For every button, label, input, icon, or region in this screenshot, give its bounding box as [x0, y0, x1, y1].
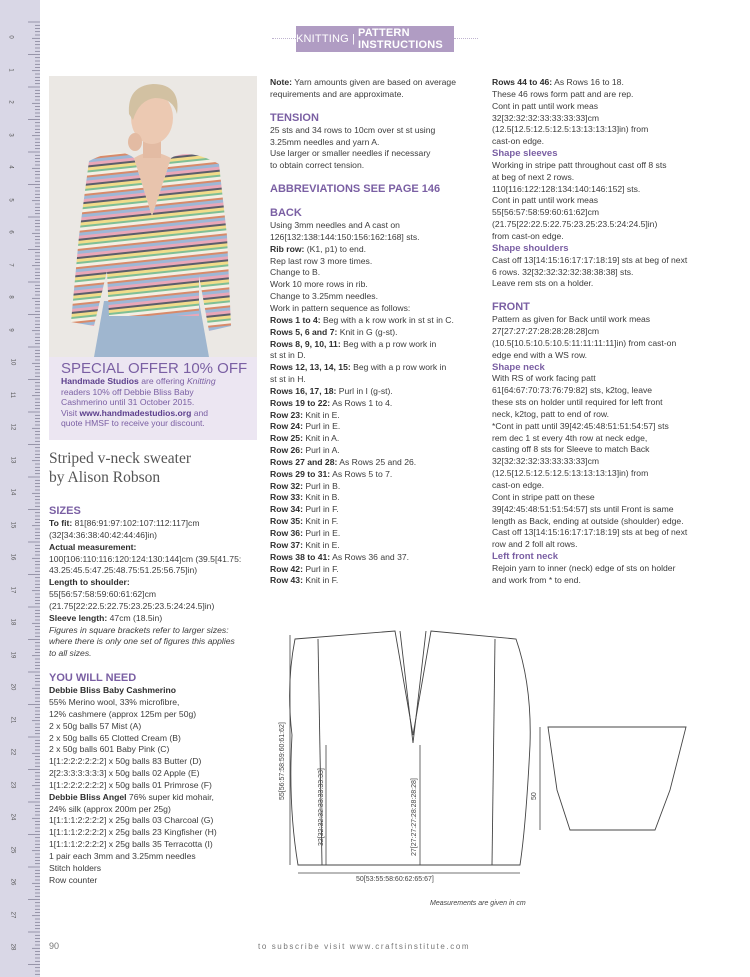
text-line: from cast-on edge.: [492, 230, 564, 241]
pattern-title: [49, 449, 191, 487]
text-line: (21.75[22:22.5:22.75:23.25:23.5:24:24.5]in): [492, 219, 658, 230]
text-line: 100[106:110:116:120:124:130:144]cm (39.5[41.75:: [49, 553, 242, 564]
shape-sleeves-heading: Shape sleeves: [492, 148, 558, 160]
text-line: casting off 8 sts for Sleeve to match Back: [492, 444, 650, 455]
text-line: To fit: 81[86:91:97:102:107:112:117]cm: [49, 518, 200, 528]
text-line: 3.25mm needles and yarn A.: [270, 136, 380, 147]
text-line: Working in stripe patt throughout cast off 8 sts: [492, 159, 667, 170]
text-line: Figures in square brackets refer to larger sizes:: [49, 624, 229, 635]
shape-neck-heading: Shape neck: [492, 361, 545, 373]
text-line: 2 x 50g balls 601 Baby Pink (C): [49, 744, 170, 755]
ruler-number: 15: [9, 521, 16, 529]
back-heading: BACK: [270, 207, 302, 220]
offer-text: quote HMSF to receive your discount.: [61, 418, 205, 429]
ruler-number: 18: [9, 618, 16, 626]
text-line: edge end with a WS row.: [492, 349, 588, 360]
ruler-number: 3: [7, 133, 14, 137]
text-line: 12% cashmere (approx 125m per 50g): [49, 708, 197, 719]
ruler-number: 26: [9, 878, 16, 886]
row-instruction: Rows 5, 6 and 7: Knit in G (g-st).: [270, 326, 398, 337]
text-line: Using 3mm needles and A cast on: [270, 220, 400, 231]
offer-magazine: Knitting: [186, 376, 216, 386]
offer-body: [61, 376, 253, 429]
ruler-number: 12: [9, 423, 16, 431]
text-line: Cont in patt until work meas: [492, 100, 599, 111]
text-line: Change to 3.25mm needles.: [270, 291, 378, 302]
text-line: Rib row: (K1, p1) to end.: [270, 243, 366, 254]
text-line: Work 10 more rows in rib.: [270, 279, 368, 290]
ruler-number: 20: [9, 683, 16, 691]
ruler-number: 6: [7, 230, 14, 234]
text-line: 2[2:3:3:3:3:3:3] x 50g balls 02 Apple (E): [49, 768, 200, 779]
text-line: *Cont in patt until 39[42:45:48:51:51:54:57] sts: [492, 420, 669, 431]
offer-brand: Handmade Studios: [61, 376, 139, 386]
text-line: Cast off 13[14:15:16:17:17:18:19] sts at beg of next: [492, 254, 688, 265]
row-instruction: Row 34: Purl in F.: [270, 504, 339, 515]
text-line: 1[1:2:2:2:2:2:2] x 50g balls 01 Primrose (F): [49, 779, 212, 790]
text-line: 55[56:57:58:59:60:61:62]cm: [49, 589, 157, 600]
page-number: 90: [49, 941, 60, 951]
text-line: 2 x 50g balls 57 Mist (A): [49, 720, 142, 731]
text-line: length as Back, ending at outside (shoulder) edge.: [492, 515, 684, 526]
text-line: Use larger or smaller needles if necessary: [270, 148, 431, 159]
garment-schematic: [270, 625, 710, 900]
text-line: Length to shoulder:: [49, 577, 130, 588]
ruler-number: 16: [9, 553, 16, 561]
text-line: Debbie Bliss Angel 76% super kid mohair,: [49, 791, 214, 802]
text-line: 25 sts and 34 rows to 10cm over st st using: [270, 124, 436, 135]
header-rule-left: [272, 38, 296, 39]
text-line: rem dec 1 st every 4th row at neck edge,: [492, 432, 648, 443]
ruler-number: 1: [7, 68, 14, 72]
row-instruction: Row 42: Purl in F.: [270, 563, 339, 574]
row-instruction: Row 26: Purl in A.: [270, 445, 340, 456]
text-line: Row counter: [49, 874, 98, 885]
header-rule-right: [454, 38, 478, 39]
column-sizes-materials: [49, 504, 264, 886]
lower-length-label: 32[32:32:32:33:33:33:33]: [318, 768, 325, 846]
shape-shoulders-heading: Shape shoulders: [492, 242, 569, 254]
text-line: 126[132:138:144:150:156:162:168] sts.: [270, 231, 420, 242]
offer-text: Visit: [61, 407, 80, 418]
text-line: and work from * to end.: [492, 574, 581, 585]
text-line: st st in D.: [270, 350, 306, 361]
text-line: where there is only one set of figures this applies: [49, 636, 235, 647]
armhole-right: [492, 639, 495, 865]
text-line: Rejoin yarn to inner (neck) edge of sts on holder: [492, 562, 676, 573]
offer-text: Cashmerino until 31 October 2015.: [61, 397, 195, 408]
text-line: 1[1:1:1:2:2:2:2] x 25g balls 23 Kingfisher (H): [49, 827, 217, 838]
length-label: 55[56:57:58:59:60:61:62]: [279, 722, 286, 800]
text-line: (10.5[10.5:10.5:10.5:11:11:11:11]in) from cast-on: [492, 337, 677, 348]
text-line: 43.25:45.5:47.25:48.75:51.25:56.75]in): [49, 565, 198, 576]
ruler-number: 14: [9, 488, 16, 496]
footer-subscribe: to subscribe visit www.craftsinstitute.com: [258, 942, 471, 951]
text-line: 32[32:32:32:33:33:33:33]cm: [492, 112, 600, 123]
ruler-number: 19: [9, 651, 16, 659]
row-instruction: Row 37: Knit in E.: [270, 539, 340, 550]
text-line: Work in pattern sequence as follows:: [270, 302, 411, 313]
text-line: Rep last row 3 more times.: [270, 255, 373, 266]
text-line: 61[64:67:70:73:76:79:82] sts, k2tog, leave: [492, 385, 653, 396]
row-instruction: Row 36: Purl in E.: [270, 528, 341, 538]
sizes-heading: SIZES: [49, 505, 81, 517]
row-instruction: Row 24: Purl in E.: [270, 421, 341, 432]
text-line: These 46 rows form patt and are rep.: [492, 88, 634, 99]
text-line: (21.75[22:22.5:22.75:23.25:23.5:24:24.5]in): [49, 600, 215, 611]
text-line: Stitch holders: [49, 862, 102, 873]
ruler-number: 17: [9, 586, 16, 594]
ruler-number: 7: [7, 263, 14, 267]
ruler-number: 10: [9, 358, 16, 366]
ruler-number: 21: [9, 716, 16, 724]
text-line: 24% silk (approx 200m per 25g): [49, 803, 171, 814]
width-label: 50[53:55:58:60:62:65:67]: [356, 876, 434, 883]
offer-title: SPECIAL OFFER 10% OFF: [61, 360, 248, 377]
ruler-number: 8: [7, 295, 14, 299]
ruler-number: 24: [9, 813, 16, 821]
text-line: Debbie Bliss Baby Cashmerino: [49, 685, 177, 696]
text-line: 1 pair each 3mm and 3.25mm needles: [49, 850, 196, 861]
abbreviations-heading: ABBREVIATIONS SEE PAGE 146: [270, 183, 441, 196]
text-line: Cont in stripe patt on these: [492, 491, 595, 502]
text-line: cast-on edge.: [492, 480, 545, 490]
neck-depth-label: 27[27:27:27:28:28:28:28]: [411, 778, 418, 856]
row-instruction: Row 43: Knit in F.: [270, 575, 339, 586]
ruler-number: 13: [9, 456, 16, 464]
sleeve-length-label: 50: [531, 792, 538, 800]
offer-text: are offering: [138, 376, 187, 386]
ruler-number: 2: [7, 100, 14, 104]
left-front-neck-heading: Left front neck: [492, 551, 558, 563]
text-line: (12.5[12.5:12.5:12.5:13:13:13:13]in) from: [492, 124, 649, 135]
text-line: these sts on holder until required for left front: [492, 397, 663, 408]
you-will-need-heading: YOU WILL NEED: [49, 672, 137, 685]
pattern-name: Striped v-neck sweater: [49, 450, 192, 467]
text-line: 1[1:1:1:2:2:2:2] x 25g balls 35 Terracotta (I): [49, 839, 213, 850]
section-label: KNITTING: [296, 33, 349, 45]
sleeve-outline: [548, 727, 686, 830]
text-line: 110[116:122:128:134:140:146:152] sts.: [492, 183, 641, 194]
text-line: Sleeve length: 47cm (18.5in): [49, 612, 163, 623]
text-line: 6 rows. 32[32:32:32:32:38:38:38] sts.: [492, 266, 634, 277]
tension-heading: TENSION: [270, 111, 319, 124]
text-line: 39[42:45:48:51:51:54:57] sts until Front is same: [492, 503, 674, 514]
text-line: 55% Merino wool, 33% microfibre,: [49, 696, 180, 707]
ruler-number: 9: [7, 328, 14, 332]
text-line: 32[32:32:32:33:33:33:33]cm: [492, 456, 600, 467]
ruler-number: 11: [9, 391, 16, 398]
offer-text: readers 10% off Debbie Bliss Baby: [61, 386, 194, 397]
section-header-tab: [296, 26, 454, 52]
row-instruction: Rows 16, 17, 18: Purl in I (g-st).: [270, 385, 393, 396]
text-line: Cont in patt until work meas: [492, 195, 599, 206]
text-line: 55[56:57:58:59:60:61:62]cm: [492, 207, 600, 218]
text-line: st st in H.: [270, 374, 306, 385]
column-front-instructions: [492, 77, 707, 587]
header-separator: |: [351, 33, 355, 45]
pattern-author: by Alison Robson: [49, 469, 161, 486]
measuring-ruler: [0, 0, 40, 977]
special-offer-box: [49, 357, 257, 440]
row-instruction: Rows 27 and 28: As Rows 25 and 26.: [270, 456, 417, 467]
v-neck: [400, 631, 426, 743]
ruler-number: 22: [9, 748, 16, 756]
text-line: at beg of next 2 rows.: [492, 171, 575, 182]
text-line: 1[1:2:2:2:2:2:2] x 50g balls 83 Butter (D): [49, 756, 202, 767]
row-instruction: Rows 12, 13, 14, 15: Beg with a p row work in: [270, 362, 447, 373]
text-line: Change to B.: [270, 267, 321, 278]
text-line: Cast off 13[14:15:16:17:17:18:19] sts at beg of next: [492, 527, 688, 538]
row-instruction: Rows 8, 9, 10, 11: Beg with a p row work in: [270, 338, 437, 349]
ruler-number: 23: [9, 781, 16, 789]
ruler-number: 27: [9, 911, 16, 919]
text-line: (32[34:36:38:40:42:44:46]in): [49, 529, 157, 540]
text-line: (12.5[12.5:12.5:12.5:13:13:13:13]in) from: [492, 468, 649, 479]
front-heading: FRONT: [492, 301, 530, 314]
ruler-number: 0: [7, 35, 14, 39]
column-back-instructions: [270, 77, 485, 587]
text-line: Actual measurement:: [49, 541, 137, 552]
text-line: With RS of work facing patt: [492, 373, 596, 384]
header-title: PATTERN INSTRUCTIONS: [358, 27, 443, 51]
text-line: Leave rem sts on a holder.: [492, 278, 594, 289]
text-line: Note: Yarn amounts given are based on average: [270, 77, 456, 87]
model-illustration: [49, 76, 257, 357]
text-line: 27[27:27:27:28:28:28:28]cm: [492, 326, 600, 337]
text-line: Pattern as given for Back until work meas: [492, 314, 651, 325]
ruler-number: 25: [9, 846, 16, 854]
row-instruction: Row 33: Knit in B.: [270, 492, 340, 503]
ruler-number: 4: [7, 165, 14, 169]
text-line: row and 2 foll alt rows.: [492, 539, 578, 550]
ruler-number: 28: [9, 943, 16, 951]
row-instruction: Rows 29 to 31: As Rows 5 to 7.: [270, 468, 393, 479]
text-line: 2 x 50g balls 65 Clotted Cream (B): [49, 732, 181, 743]
row-instruction: Row 35: Knit in F.: [270, 516, 339, 527]
row-instruction: Rows 1 to 4: Beg with a k row work in st st in C.: [270, 314, 454, 325]
row-instruction: Rows 44 to 46: As Rows 16 to 18.: [492, 77, 624, 87]
text-line: to obtain correct tension.: [270, 160, 365, 171]
row-instruction: Row 25: Knit in A.: [270, 433, 340, 444]
model-photo: [49, 76, 257, 357]
text-line: 1[1:1:1:2:2:2:2] x 25g balls 03 Charcoal (G): [49, 815, 214, 826]
offer-link[interactable]: www.handmadestudios.org: [79, 407, 192, 418]
text-line: requirements and are approximate.: [270, 88, 404, 99]
text-line: neck, k2tog, patt to end of row.: [492, 408, 610, 419]
measurements-caption: Measurements are given in cm: [430, 900, 526, 907]
offer-text: and: [191, 407, 209, 418]
row-instruction: Rows 38 to 41: As Rows 36 and 37.: [270, 551, 410, 562]
row-instruction: Row 32: Purl in B.: [270, 480, 341, 491]
text-line: to all sizes.: [49, 648, 92, 659]
row-instruction: Rows 19 to 22: As Rows 1 to 4.: [270, 397, 393, 408]
text-line: cast-on edge.: [492, 136, 545, 147]
ruler-number: 5: [7, 198, 14, 202]
ruler-ticks: [0, 0, 40, 977]
row-instruction: Row 23: Knit in E.: [270, 409, 340, 420]
